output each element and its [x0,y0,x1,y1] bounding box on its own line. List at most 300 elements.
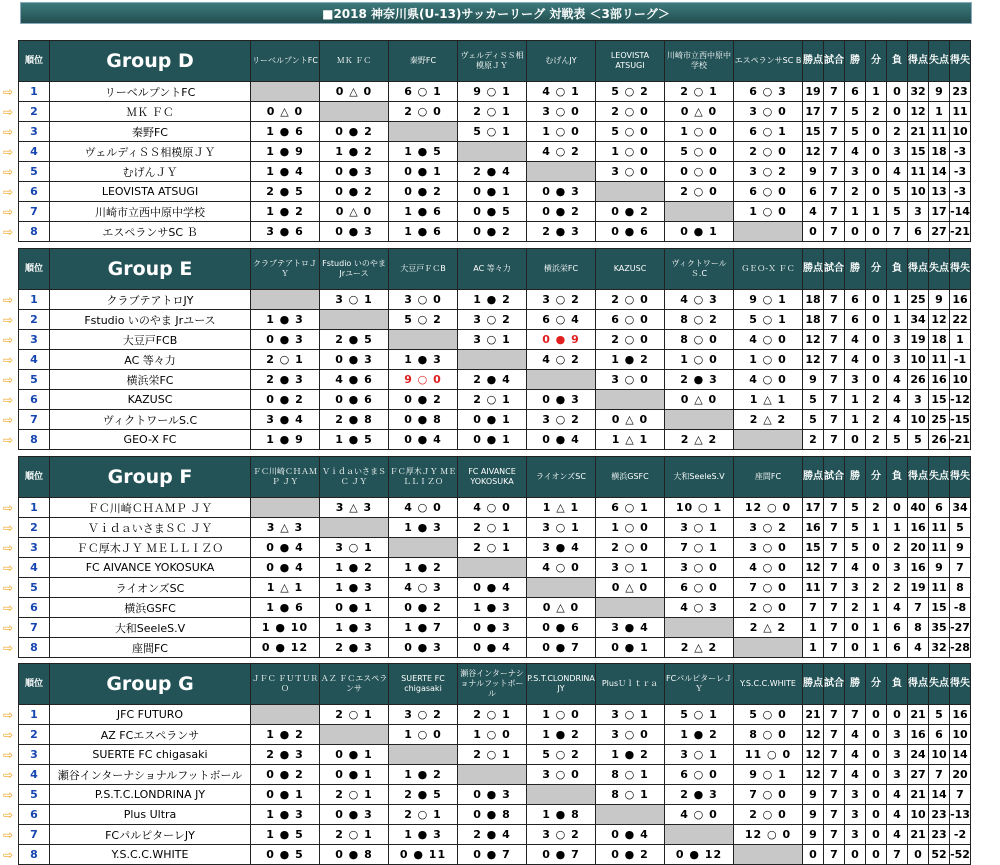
arrow-icon[interactable]: ⇨ [2,125,14,139]
team-name: ライオンズSC [50,578,251,598]
stat-value: 1 [887,290,908,310]
arrow-icon[interactable]: ⇨ [2,501,14,515]
arrow-icon[interactable]: ⇨ [2,521,14,535]
column-header-team: ヴェルディＳＳ相模原ＪＹ [458,41,527,82]
column-header-team: SUERTE FC chigasaki [389,664,458,705]
column-header-team: ライオンズSC [527,457,596,498]
match-result: 1 ● 2 [320,558,389,578]
match-result: 0 ● 8 [320,845,389,865]
stat-value: -15 [950,410,971,430]
match-result: 3 ○ 0 [734,102,803,122]
stat-value: 2 [866,498,887,518]
match-result: 0 △ 0 [665,102,734,122]
stat-value: 21 [803,705,824,725]
stat-value: 4 [887,598,908,618]
match-result: 3 ○ 2 [734,162,803,182]
arrow-icon[interactable]: ⇨ [2,728,14,742]
stat-value: 2 [887,122,908,142]
stat-value: -13 [950,805,971,825]
arrow-icon[interactable]: ⇨ [2,293,14,307]
table-row [19,310,971,330]
stat-header: 負 [887,457,908,498]
stat-header: 負 [887,664,908,705]
match-result: 1 ● 9 [251,142,320,162]
standings-table [18,663,971,865]
match-result: 0 ● 2 [527,202,596,222]
table-row [19,330,971,350]
arrow-icon[interactable]: ⇨ [2,708,14,722]
stat-value: 7 [824,725,845,745]
page-title: ■2018 神奈川県(U-13)サッカーリーグ 対戦表 ＜3部リーグ＞ [20,2,972,24]
stat-value: 2 [866,430,887,450]
match-result: 0 △ 0 [596,410,665,430]
match-result: 5 ○ 2 [389,310,458,330]
stat-value: 7 [824,82,845,102]
stat-value: 4 [887,410,908,430]
arrow-icon[interactable]: ⇨ [2,165,14,179]
match-result: 1 ● 6 [251,122,320,142]
stat-value: 7 [845,705,866,725]
rank-cell: 8 [19,222,50,242]
match-result: 7 ○ 0 [734,578,803,598]
stat-value: 16 [950,705,971,725]
team-name: リーベルプントFC [50,82,251,102]
stat-value: 1 [866,82,887,102]
arrow-icon[interactable]: ⇨ [2,205,14,219]
match-result: 1 ○ 0 [734,202,803,222]
match-result: 1 ● 3 [251,310,320,330]
team-name: 座間FC [50,638,251,658]
self-match-cell [458,350,527,370]
team-name: むげんＪＹ [50,162,251,182]
stat-value: -14 [950,202,971,222]
match-result: 6 ○ 1 [596,498,665,518]
stat-value: 14 [929,162,950,182]
rank-cell: 2 [19,102,50,122]
stat-value: 7 [824,430,845,450]
stat-value: 3 [887,558,908,578]
column-header-team: ＪＦＣ ＦＵＴＵＲＯ [251,664,320,705]
stat-value: 7 [824,102,845,122]
stat-value: 11 [803,578,824,598]
rank-cell: 1 [19,498,50,518]
match-result: 0 ● 3 [320,805,389,825]
stat-value: 6 [908,222,929,242]
stat-value: 7 [824,825,845,845]
arrow-icon[interactable]: ⇨ [2,393,14,407]
stat-value: 0 [866,538,887,558]
arrow-icon[interactable]: ⇨ [2,561,14,575]
match-result: 2 ○ 1 [320,785,389,805]
stat-value: 25 [908,290,929,310]
stat-value: 7 [824,182,845,202]
stat-value: 1 [803,618,824,638]
stat-value: 4 [908,638,929,658]
stat-value: 17 [929,202,950,222]
match-result: 0 △ 0 [596,578,665,598]
rank-header: 順位 [19,41,50,82]
stat-value: 18 [803,290,824,310]
stat-value: -27 [950,618,971,638]
self-match-cell [734,222,803,242]
match-result: 1 ● 2 [389,558,458,578]
stat-value: 5 [887,182,908,202]
stat-value: 12 [803,765,824,785]
stat-value: 7 [824,805,845,825]
stat-value: 2 [845,598,866,618]
match-result: 0 ● 1 [389,162,458,182]
stat-value: -28 [950,638,971,658]
team-name: 瀬谷インターナショナルフットボール [50,765,251,785]
match-result: 1 ● 2 [389,765,458,785]
rank-header: 順位 [19,457,50,498]
team-name: AZ FCエスペランサ [50,725,251,745]
match-result: 2 ○ 1 [320,825,389,845]
rank-header: 順位 [19,664,50,705]
arrow-icon[interactable]: ⇨ [2,353,14,367]
match-result: 12 ○ 0 [734,825,803,845]
stat-value: 21 [908,785,929,805]
arrow-icon[interactable]: ⇨ [2,541,14,555]
stat-value: 4 [845,350,866,370]
stat-value: 11 [908,162,929,182]
stat-value: 1 [866,618,887,638]
team-name: 秦野FC [50,122,251,142]
arrow-icon[interactable]: ⇨ [2,433,14,447]
match-result: 3 ○ 0 [734,538,803,558]
table-row [19,430,971,450]
column-header-team: PlusＵｌｔｒａ [596,664,665,705]
arrow-icon[interactable]: ⇨ [2,808,14,822]
match-result: 3 ○ 0 [527,102,596,122]
match-result: 5 ○ 1 [734,310,803,330]
arrow-icon[interactable]: ⇨ [2,373,14,387]
match-result: 1 ● 5 [251,825,320,845]
match-result: 0 ● 3 [458,618,527,638]
arrow-icon[interactable]: ⇨ [2,85,14,99]
stat-value: 1 [845,390,866,410]
stat-value: 11 [929,538,950,558]
match-result: 6 ○ 1 [734,122,803,142]
stat-value: 5 [803,410,824,430]
arrow-icon[interactable]: ⇨ [2,333,14,347]
stat-value: 0 [866,182,887,202]
match-result: 0 ● 2 [251,765,320,785]
match-result: 3 △ 3 [251,518,320,538]
stat-value: -2 [950,825,971,845]
rank-cell: 8 [19,430,50,450]
self-match-cell [458,765,527,785]
stat-value: 4 [887,370,908,390]
stat-value: 23 [950,82,971,102]
team-name: ＦＣ川崎ＣＨＡＭＰ ＪＹ [50,498,251,518]
rank-cell: 3 [19,122,50,142]
match-result: 3 ○ 0 [596,162,665,182]
arrow-icon[interactable]: ⇨ [2,185,14,199]
arrow-icon[interactable]: ⇨ [2,225,14,239]
arrow-icon[interactable]: ⇨ [2,105,14,119]
team-name: ヴェルディＳＳ相模原ＪＹ [50,142,251,162]
match-result: 9 ○ 1 [734,290,803,310]
match-result: 0 ● 8 [389,410,458,430]
team-name: ＦＣ厚木ＪＹ ＭＥＬＬＩＺＯ [50,538,251,558]
stat-value: 0 [866,122,887,142]
stat-value: 23 [929,825,950,845]
stat-value: 9 [803,785,824,805]
stat-header: 勝点 [803,457,824,498]
team-name: ＶｉｄａいさまＳＣ ＪＹ [50,518,251,538]
arrow-icon[interactable]: ⇨ [2,313,14,327]
stat-value: 24 [908,745,929,765]
stat-value: 4 [845,745,866,765]
match-result: 0 ● 4 [458,578,527,598]
rank-header: 順位 [19,249,50,290]
match-result: 0 ● 3 [389,638,458,658]
team-name: ＭＫ ＦＣ [50,102,251,122]
table-row [19,410,971,430]
stat-value: 19 [908,330,929,350]
rank-cell: 3 [19,330,50,350]
stat-value: 1 [866,598,887,618]
stat-value: 12 [803,558,824,578]
table-row [19,370,971,390]
stat-header: 得点 [908,457,929,498]
self-match-cell [665,825,734,845]
stat-value: 7 [824,518,845,538]
stat-value: -1 [950,350,971,370]
arrow-icon[interactable]: ⇨ [2,788,14,802]
arrow-icon[interactable]: ⇨ [2,748,14,762]
stat-value: 0 [845,430,866,450]
match-result: 6 ○ 0 [596,310,665,330]
match-result: 2 ● 5 [389,785,458,805]
table-row [19,182,971,202]
stat-value: 8 [908,618,929,638]
stat-value: 16 [950,290,971,310]
match-result: 9 ○ 0 [389,370,458,390]
team-name: Fstudio いのやま Jrユース [50,310,251,330]
group-name: Group D [50,41,251,82]
self-match-cell [665,202,734,222]
stat-value: 9 [929,558,950,578]
match-result: 5 ○ 2 [596,82,665,102]
stat-header: 得失 [950,664,971,705]
stat-value: 16 [803,518,824,538]
self-match-cell [251,82,320,102]
stat-value: 40 [908,498,929,518]
stat-value: 7 [950,785,971,805]
match-result: 8 ○ 1 [596,785,665,805]
stat-value: 0 [866,765,887,785]
table-row [19,162,971,182]
self-match-cell [596,598,665,618]
stat-value: 3 [845,162,866,182]
stat-value: 7 [824,578,845,598]
arrow-icon[interactable]: ⇨ [2,601,14,615]
column-header-team: ＡＺ ＦＣエスペランサ [320,664,389,705]
stat-value: 6 [929,725,950,745]
match-result: 2 ● 3 [320,638,389,658]
match-result: 6 ○ 0 [665,765,734,785]
match-result: 1 ● 3 [320,578,389,598]
match-result: 0 ● 1 [251,785,320,805]
stat-value: 16 [908,725,929,745]
match-result: 2 ○ 1 [665,82,734,102]
match-result: 0 ● 11 [389,845,458,865]
match-result: 0 ● 5 [251,845,320,865]
stat-value: 3 [908,202,929,222]
arrow-icon[interactable]: ⇨ [2,848,14,862]
match-result: 2 △ 2 [734,410,803,430]
match-result: 5 ○ 0 [734,705,803,725]
arrow-icon[interactable]: ⇨ [2,641,14,655]
table-row [19,825,971,845]
stat-value: 26 [908,370,929,390]
stat-value: 15 [929,598,950,618]
stat-value: 7 [824,845,845,865]
match-result: 0 ● 2 [320,182,389,202]
arrow-icon[interactable]: ⇨ [2,621,14,635]
column-header-team: LEOVISTA ATSUGI [596,41,665,82]
rank-cell: 1 [19,82,50,102]
stat-value: 3 [845,825,866,845]
stat-value: 2 [887,578,908,598]
stat-value: -3 [950,162,971,182]
column-header-team: 横浜GSFC [596,457,665,498]
table-row [19,745,971,765]
match-result: 0 ● 3 [320,350,389,370]
stat-value: 52 [929,845,950,865]
match-result: 4 ○ 0 [458,498,527,518]
stat-value: 1 [845,410,866,430]
stat-value: 7 [824,618,845,638]
stat-value: -3 [950,182,971,202]
match-result: 4 ○ 0 [527,558,596,578]
self-match-cell [458,558,527,578]
arrow-icon[interactable]: ⇨ [2,828,14,842]
standings-table [18,456,971,658]
rank-cell: 5 [19,578,50,598]
match-result: 4 ○ 0 [389,498,458,518]
match-result: 1 ● 2 [251,725,320,745]
team-name: エスペランサSC Ｂ [50,222,251,242]
match-result: 9 ○ 1 [734,765,803,785]
column-header-team: KAZUSC [596,249,665,290]
rank-cell: 5 [19,370,50,390]
stat-value: 7 [824,638,845,658]
team-name: Y.S.C.C.WHITE [50,845,251,865]
rank-cell: 7 [19,202,50,222]
stat-value: 10 [950,122,971,142]
match-result: 1 ● 2 [458,290,527,310]
match-result: 8 ○ 0 [665,330,734,350]
stat-header: 試合 [824,249,845,290]
match-result: 1 ○ 0 [596,142,665,162]
stat-value: 15 [929,390,950,410]
match-result: 0 ● 4 [251,538,320,558]
table-row [19,290,971,310]
stat-value: 17 [803,498,824,518]
stat-header: 負 [887,249,908,290]
match-result: 0 ● 12 [665,845,734,865]
stat-value: 16 [908,558,929,578]
stat-value: 0 [845,618,866,638]
match-result: 4 ○ 3 [665,290,734,310]
stat-header: 勝 [845,664,866,705]
rank-cell: 6 [19,805,50,825]
stat-header: 勝 [845,249,866,290]
stat-value: 4 [887,785,908,805]
stat-header: 失点 [929,249,950,290]
stat-value: 9 [803,805,824,825]
arrow-icon[interactable]: ⇨ [2,768,14,782]
match-result: 2 ○ 0 [734,598,803,618]
match-result: 4 ○ 2 [527,350,596,370]
rank-cell: 7 [19,618,50,638]
stat-value: 11 [929,350,950,370]
stat-value: 9 [803,825,824,845]
stat-value: 0 [803,845,824,865]
table-row [19,598,971,618]
stat-value: 22 [950,310,971,330]
match-result: 4 ○ 1 [527,82,596,102]
stat-value: 10 [908,350,929,370]
table-row [19,845,971,865]
match-result: 3 ○ 1 [320,538,389,558]
stat-value: 3 [887,142,908,162]
arrow-icon[interactable]: ⇨ [2,581,14,595]
stat-value: 19 [908,578,929,598]
stat-value: 1 [866,202,887,222]
stat-value: 13 [929,182,950,202]
stat-value: 5 [950,518,971,538]
stat-header: 試合 [824,664,845,705]
match-result: 1 ● 2 [596,745,665,765]
stat-value: 18 [929,142,950,162]
stat-value: 10 [908,182,929,202]
team-name: 川崎市立西中原中学校 [50,202,251,222]
match-result: 3 ● 4 [527,538,596,558]
stat-header: 得失 [950,41,971,82]
stat-value: 6 [845,310,866,330]
stat-value: 7 [824,558,845,578]
rank-cell: 1 [19,705,50,725]
match-result: 0 ● 3 [458,785,527,805]
match-result: 1 ● 3 [389,518,458,538]
stat-value: 12 [908,102,929,122]
match-result: 1 ○ 0 [527,705,596,725]
stat-value: 7 [824,162,845,182]
match-result: 0 ● 3 [527,390,596,410]
stat-value: 10 [950,725,971,745]
match-result: 10 ○ 1 [665,498,734,518]
arrow-icon[interactable]: ⇨ [2,145,14,159]
stat-value: 3 [887,765,908,785]
stat-value: 3 [845,578,866,598]
stat-value: 9 [803,162,824,182]
self-match-cell [389,745,458,765]
arrow-icon[interactable]: ⇨ [2,413,14,427]
match-result: 0 ● 1 [458,430,527,450]
column-header-team: ＦＣ厚木ＪＹ ＭＥＬＬＩＺＯ [389,457,458,498]
match-result: 1 ● 6 [251,598,320,618]
match-result: 0 ○ 0 [665,162,734,182]
rank-cell: 8 [19,845,50,865]
table-row [19,578,971,598]
match-result: 6 ○ 4 [527,310,596,330]
match-result: 2 ○ 1 [458,518,527,538]
stat-value: 1 [866,518,887,538]
